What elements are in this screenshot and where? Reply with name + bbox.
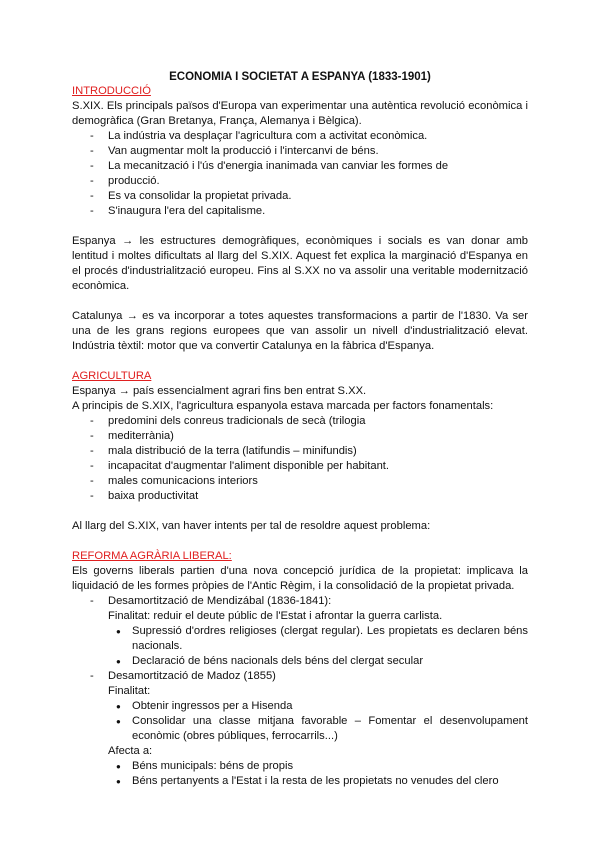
madoz-afecta-bullets bbox=[72, 759, 528, 789]
intro-paragraph: S.XIX. Els principals països d'Europa van experimentar una autèntica revolució econòmica i demogràfica (Gran Bretanya, França, Alemanya i Bèlgica). bbox=[72, 100, 528, 127]
madoz-bullets bbox=[72, 699, 528, 744]
list-item: ● Declaració de béns nacionals dels béns del clergat secular bbox=[72, 654, 528, 669]
reforma-paragraph: Els governs liberals partien d'una nova concepció jurídica de la propietat: implicava la liquidació de les formes pròpies de l'Antic Règim, i la consolidació de la propietat privada. bbox=[72, 565, 528, 592]
list-item: - Van augmentar molt la producció i l'intercanvi de béns. bbox=[72, 144, 528, 159]
agriculture-list bbox=[72, 414, 528, 504]
document-body bbox=[72, 84, 528, 789]
agriculture-closing: Al llarg del S.XIX, van haver intents per tal de resoldre aquest problema: bbox=[72, 520, 431, 532]
mendizabal-bullets bbox=[72, 624, 528, 669]
mendizabal-finalitat: Finalitat: reduir el deute públic de l'Estat i afrontar la guerra carlista. bbox=[108, 610, 443, 622]
agriculture-line-1: Espanya → país essencialment agrari fins ben entrat S.XX. bbox=[72, 385, 367, 397]
madoz-finalitat: Finalitat: bbox=[108, 685, 151, 697]
madoz-title: - Desamortització de Madoz (1855) bbox=[108, 670, 276, 682]
list-item: - males comunicacions interiors bbox=[72, 474, 528, 489]
agriculture-heading: AGRICULTURA bbox=[72, 370, 152, 382]
espanya-paragraph: Espanya → les estructures demogràfiques, econòmiques i socials es van donar amb lentitud i moltes dificultats al llarg del S.XIX. Aquest fet explica la marginació d'Espanya en el procés d'industrialització europeu. Fins al S.XX no va assolir una veritable modernització econòmica. bbox=[72, 235, 528, 292]
list-item bbox=[72, 669, 528, 699]
list-item: - Es va consolidar la propietat privada. bbox=[72, 189, 528, 204]
list-item: ● Obtenir ingressos per a Hisenda bbox=[72, 699, 528, 714]
intro-list bbox=[72, 129, 528, 219]
list-item: - producció. bbox=[72, 174, 528, 189]
list-item: ● Béns municipals: béns de propis bbox=[72, 759, 528, 774]
list-item: ● Supressió d'ordres religioses (clergat regular). Les propietats es declaren béns nacionals. bbox=[72, 624, 528, 654]
agriculture-line-2: A principis de S.XIX, l'agricultura espanyola estava marcada per factors fonamentals: bbox=[72, 400, 494, 412]
list-item: - incapacitat d'augmentar l'aliment disponible per habitant. bbox=[72, 459, 528, 474]
madoz-afecta: Afecta a: bbox=[108, 745, 153, 757]
catalunya-paragraph: Catalunya → es va incorporar a totes aquestes transformacions a partir de l'1830. Va ser una de les grans regions europees que van assolir un nivell d'industrialització elevat. Indústria tèxtil: motor que va convertir Catalunya en la fàbrica d'Espanya. bbox=[72, 310, 528, 352]
page-title: ECONOMIA I SOCIETAT A ESPANYA (1833-1901) bbox=[169, 71, 431, 83]
reforma-list bbox=[72, 594, 528, 624]
list-item: ● Béns pertanyents a l'Estat i la resta de les propietats no venudes del clero bbox=[72, 774, 528, 789]
list-item: - predomini dels conreus tradicionals de secà (trilogia bbox=[72, 414, 528, 429]
list-item: - S'inaugura l'era del capitalisme. bbox=[72, 204, 528, 219]
list-item: - La indústria va desplaçar l'agricultura com a activitat econòmica. bbox=[72, 129, 528, 144]
madoz-list bbox=[72, 669, 528, 699]
list-item: - baixa productivitat bbox=[72, 489, 528, 504]
intro-heading: INTRODUCCIÓ bbox=[72, 85, 151, 97]
list-item bbox=[72, 594, 528, 624]
reforma-heading: REFORMA AGRÀRIA LIBERAL: bbox=[72, 550, 232, 562]
list-item: - La mecanització i l'ús d'energia inanimada van canviar les formes de bbox=[72, 159, 528, 174]
mendizabal-title: - Desamortització de Mendizábal (1836-1841): bbox=[108, 595, 332, 607]
list-item: - mediterrània) bbox=[72, 429, 528, 444]
list-item: - mala distribució de la terra (latifundis – minifundis) bbox=[72, 444, 528, 459]
list-item: ● Consolidar una classe mitjana favorable – Fomentar el desenvolupament econòmic (obres públiques, ferrocarrils...) bbox=[72, 714, 528, 744]
